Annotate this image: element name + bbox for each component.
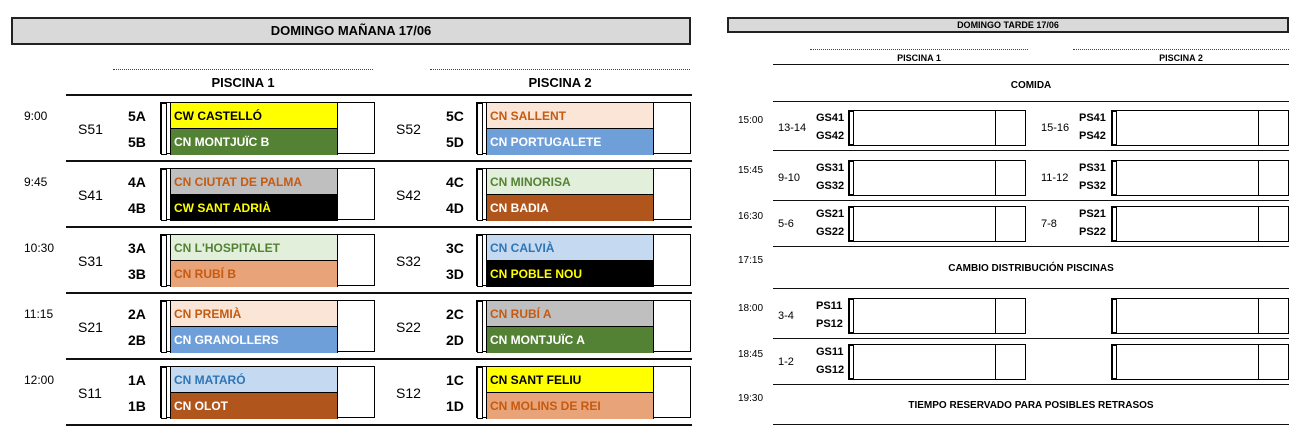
divider <box>66 94 692 96</box>
match-box <box>160 234 375 286</box>
team-cell: CN BADIA <box>486 195 654 221</box>
team-cell: CN PORTUGALETE <box>486 129 654 155</box>
match-code: GS21 <box>816 208 845 220</box>
time-label: 10:30 <box>24 241 55 255</box>
match-box <box>1111 206 1289 242</box>
match-box <box>160 300 375 352</box>
match-code: 3D <box>446 266 464 282</box>
pool-bar <box>477 103 483 155</box>
pool-bar <box>161 301 167 353</box>
match-code: PS41 <box>1079 112 1106 124</box>
team-cell <box>854 161 996 195</box>
match-box <box>476 366 691 418</box>
morning-title-text: DOMINGO MAÑANA 17/06 <box>270 23 432 38</box>
team-cell: CN GRANOLLERS <box>170 327 338 353</box>
match-code: PS11 <box>816 300 843 312</box>
team-cell: CN OLOT <box>170 393 338 419</box>
team-cell <box>1117 111 1259 145</box>
team-cell <box>854 111 996 145</box>
match-box <box>160 366 375 418</box>
team-cell: CN MONTJUÏC B <box>170 129 338 155</box>
match-code: 3B <box>128 266 146 282</box>
divider <box>773 64 1289 65</box>
pool-bar <box>161 367 167 419</box>
divider <box>66 160 692 162</box>
match-box <box>848 110 1026 146</box>
match-box <box>1111 160 1289 196</box>
match-code: GS12 <box>816 364 845 376</box>
session-label: S42 <box>396 187 421 203</box>
match-box <box>160 168 375 220</box>
pool-bar <box>477 235 483 287</box>
match-code: PS22 <box>1079 226 1106 238</box>
match-code: 4D <box>446 200 464 216</box>
match-code: 4A <box>128 174 146 190</box>
comida-label: COMIDA <box>1010 80 1052 91</box>
session-label: S41 <box>78 187 103 203</box>
match-box <box>848 298 1026 334</box>
team-cell <box>854 345 996 379</box>
divider <box>66 424 692 426</box>
time-label: 11:15 <box>24 307 54 321</box>
team-cell: CN L'HOSPITALET <box>170 235 338 261</box>
match-code: 2A <box>128 306 146 322</box>
session-label: S22 <box>396 319 421 335</box>
match-code: 5B <box>128 134 146 150</box>
team-cell: CN MINORISA <box>486 169 654 195</box>
time-label: 18:00 <box>738 303 764 314</box>
afternoon-title-text: DOMINGO TARDE 17/06 <box>957 20 1059 30</box>
match-code: 5C <box>446 108 464 124</box>
session-label: 5-6 <box>778 218 794 230</box>
time-label: 9:45 <box>24 175 48 189</box>
divider <box>430 69 690 70</box>
time-label: 15:00 <box>738 115 764 126</box>
match-box <box>848 206 1026 242</box>
session-label: 13-14 <box>778 122 807 134</box>
time-label: 15:45 <box>738 165 764 176</box>
match-code: GS32 <box>816 180 845 192</box>
session-label: S21 <box>78 319 103 335</box>
session-label: S32 <box>396 253 421 269</box>
team-cell <box>854 207 996 241</box>
match-code: 2C <box>446 306 464 322</box>
morning-title <box>11 17 691 45</box>
pool-bar <box>477 367 483 419</box>
divider <box>66 358 692 360</box>
team-cell <box>1117 345 1259 379</box>
session-label: 3-4 <box>778 310 794 322</box>
team-cell: CN MONTJUÏC A <box>486 327 654 353</box>
match-code: GS42 <box>816 130 845 142</box>
time-label: 12:00 <box>24 373 55 387</box>
match-box <box>1111 298 1289 334</box>
match-box <box>848 344 1026 380</box>
divider <box>773 338 1289 339</box>
match-code: 2D <box>446 332 464 348</box>
team-cell <box>1117 207 1259 241</box>
match-code: 1B <box>128 398 146 414</box>
match-code: 5D <box>446 134 464 150</box>
match-code: PS21 <box>1079 208 1106 220</box>
session-label: S11 <box>78 385 102 401</box>
session-label: 7-8 <box>1041 218 1057 230</box>
pool1-header: PISCINA 1 <box>211 75 275 90</box>
match-code: 1D <box>446 398 464 414</box>
match-box <box>476 300 691 352</box>
match-code: 1A <box>128 372 146 388</box>
divider <box>773 246 1289 247</box>
match-code: GS41 <box>816 112 845 124</box>
divider <box>113 69 373 70</box>
divider <box>810 49 1028 50</box>
match-code: 4C <box>446 174 464 190</box>
team-cell: CN RUBÍ B <box>170 261 338 287</box>
divider <box>773 200 1289 201</box>
time-label: 18:45 <box>738 349 764 360</box>
match-code: GS11 <box>816 346 844 358</box>
match-box <box>160 102 375 154</box>
team-cell: CN MATARÓ <box>170 367 338 393</box>
time-label: 17:15 <box>738 255 764 266</box>
pool2-header: PISCINA 2 <box>528 75 592 90</box>
match-code: 5A <box>128 108 146 124</box>
team-cell: CN RUBÍ A <box>486 301 654 327</box>
divider <box>1073 49 1289 50</box>
team-cell: CN PREMIÀ <box>170 301 338 327</box>
match-box <box>476 168 691 220</box>
team-cell: CN SANT FELIU <box>486 367 654 393</box>
match-box <box>476 102 691 154</box>
team-cell <box>854 299 996 333</box>
team-cell: CN MOLINS DE REI <box>486 393 654 419</box>
divider <box>773 288 1289 289</box>
session-label: S51 <box>78 121 103 137</box>
session-label: 11-12 <box>1041 172 1069 184</box>
match-box <box>476 234 691 286</box>
team-cell: CN SALLENT <box>486 103 654 129</box>
match-code: PS32 <box>1079 180 1106 192</box>
team-cell: CN POBLE NOU <box>486 261 654 287</box>
pool-bar <box>477 301 483 353</box>
divider <box>773 101 1289 102</box>
session-label: 15-16 <box>1041 122 1070 134</box>
divider <box>773 424 1289 425</box>
match-code: 4B <box>128 200 146 216</box>
divider <box>66 292 692 294</box>
divider <box>773 384 1289 385</box>
session-label: S12 <box>396 385 421 401</box>
team-cell: CW CASTELLÓ <box>170 103 338 129</box>
team-cell: CN CIUTAT DE PALMA <box>170 169 338 195</box>
divider <box>66 226 692 228</box>
team-cell: CW SANT ADRIÀ <box>170 195 338 221</box>
time-label: 9:00 <box>24 109 48 123</box>
session-label: S52 <box>396 121 421 137</box>
afternoon-title <box>727 17 1289 33</box>
session-label: 1-2 <box>778 356 794 368</box>
match-code: 1C <box>446 372 464 388</box>
match-code: PS31 <box>1079 162 1106 174</box>
pool-bar <box>161 103 167 155</box>
match-code: GS31 <box>816 162 845 174</box>
match-box <box>1111 344 1289 380</box>
divider <box>773 150 1289 151</box>
session-label: 9-10 <box>778 172 801 184</box>
match-code: 3A <box>128 240 146 256</box>
time-label: 16:30 <box>738 211 764 222</box>
team-cell <box>1117 161 1259 195</box>
match-code: 2B <box>128 332 146 348</box>
team-cell: CN CALVIÀ <box>486 235 654 261</box>
match-box <box>848 160 1026 196</box>
match-code: GS22 <box>816 226 845 238</box>
pool-bar <box>477 169 483 221</box>
time-label: 19:30 <box>738 393 764 404</box>
session-label: S31 <box>78 253 103 269</box>
cambio-label: CAMBIO DISTRIBUCIÓN PISCINAS <box>948 263 1114 274</box>
pool2-header: PISCINA 2 <box>1159 53 1203 63</box>
pool-bar <box>161 169 167 221</box>
match-code: PS42 <box>1079 130 1106 142</box>
match-code: 3C <box>446 240 464 256</box>
pool1-header: PISCINA 1 <box>897 53 941 63</box>
pool-bar <box>161 235 167 287</box>
team-cell <box>1117 299 1259 333</box>
match-box <box>1111 110 1289 146</box>
tiempo-label: TIEMPO RESERVADO PARA POSIBLES RETRASOS <box>908 400 1154 411</box>
match-code: PS12 <box>816 318 843 330</box>
